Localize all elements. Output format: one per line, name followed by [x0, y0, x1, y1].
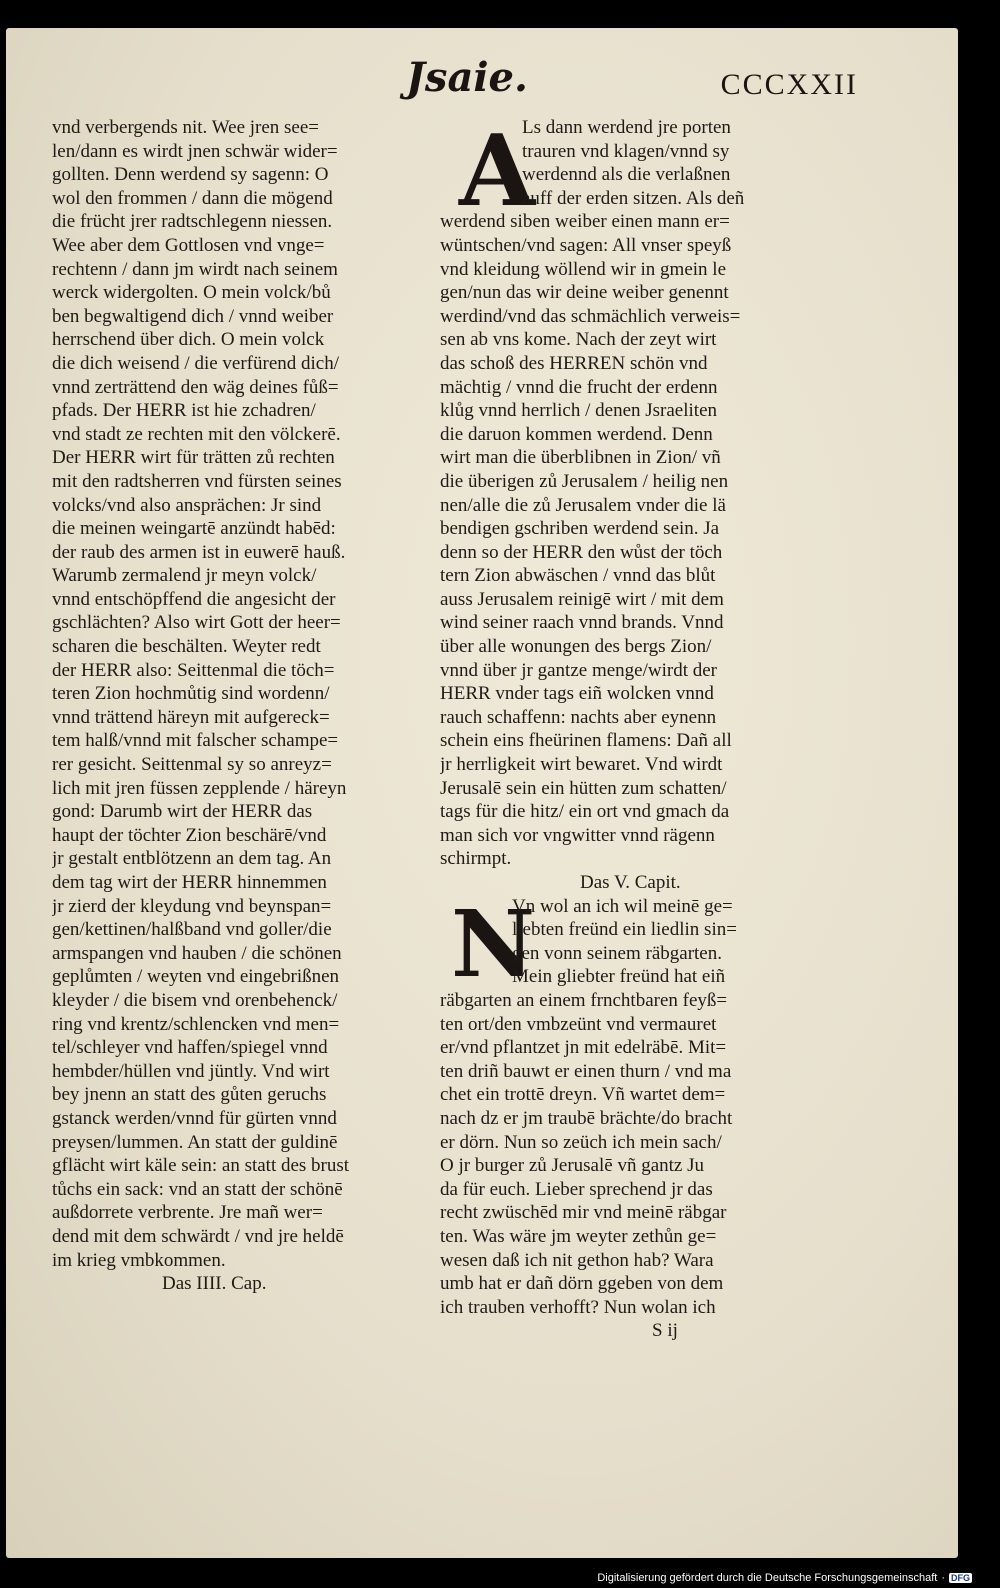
text-line: armspangen vnd hauben / die schönen: [52, 942, 342, 964]
text-line: rauch schaffenn: nachts aber eynenn: [440, 706, 717, 728]
text-line: räbgarten an einem frnchtbaren feyß=: [440, 989, 728, 1011]
right-lines-a: [440, 116, 810, 210]
text-line: wol den frommen / dann die mögend: [52, 187, 333, 209]
dropcap-a: A: [459, 114, 536, 229]
text-line: ben begwaltigend dich / vnnd weiber: [52, 305, 334, 327]
text-line: wirt man die überblibnen in Zion/ vñ: [440, 447, 721, 469]
right-text-column: [440, 116, 810, 1343]
text-line: lich mit jren füssen zepplende / häreyn: [52, 777, 347, 799]
text-line: denn so der HERR den wůst der töch: [440, 541, 723, 563]
text-line: tel/schleyer vnd haffen/spiegel vnnd: [52, 1037, 328, 1059]
text-line: dend mit dem schwärdt / vnd jre heldē: [52, 1225, 344, 1247]
text-line: ten. Was wäre jm weyter zethůn ge=: [440, 1225, 717, 1247]
chapter-heading-iiii: Das IIII. Cap.: [162, 1273, 267, 1295]
text-line: sen ab vns kome. Nach der zeyt wirt: [440, 329, 717, 351]
text-line: schein eins fheürinen flamens: Dañ all: [440, 730, 732, 752]
text-line: ten driñ bauwt er einen thurn / vnd ma: [440, 1060, 732, 1082]
text-line: vnd verbergends nit. Wee jren see=: [52, 117, 320, 138]
left-text-column: [52, 116, 442, 1296]
text-line: über alle wonungen des bergs Zion/: [440, 636, 712, 658]
text-line: rer gesicht. Seittenmal sy so anreyz=: [52, 754, 332, 776]
text-line: gstanck werden/vnnd für gürten vnnd: [52, 1107, 337, 1129]
text-line: vnd stadt ze rechten mit den völckerē.: [52, 423, 341, 445]
text-line: rechtenn / dann jm wirdt nach seinem: [52, 258, 338, 280]
text-line: Der HERR wirt für trätten zů rechten: [52, 447, 335, 469]
text-line: Warumb zermalend jr meyn volck/: [52, 565, 317, 587]
text-line: recht zwüschēd mir vnd meinē räbgar: [440, 1202, 727, 1224]
book-page: [6, 28, 958, 1558]
right-lines-b: [440, 210, 810, 871]
text-line: Jerusalē sein ein hütten zum schatten/: [440, 777, 727, 799]
text-line: tem halß/vnnd mit falscher schampe=: [52, 730, 339, 752]
text-line: die frücht jrer radtschlegenn niessen.: [52, 211, 333, 233]
text-line: jr zierd der kleydung vnd beynspan=: [52, 895, 332, 917]
running-title: Jsaie.: [406, 54, 528, 101]
text-line: gschlächten? Also wirt Gott der heer=: [52, 612, 341, 634]
text-line: scharen die beschälten. Weyter redt: [52, 636, 321, 658]
left-lines: [52, 116, 442, 1272]
text-line: gollten. Denn werdend sy sagenn: O: [52, 164, 329, 186]
text-line: jr herrligkeit wirt bewaret. Vnd wirdt: [440, 754, 723, 776]
text-line: die dich weisend / die verfürend dich/: [52, 352, 340, 374]
text-line: wind seiner raach vnnd brands. Vnnd: [440, 612, 724, 634]
text-line: man sich vor vngwitter vnnd rägenn: [440, 824, 715, 846]
text-line: hembder/hüllen vnd jüntly. Vnd wirt: [52, 1060, 330, 1082]
text-line: auss Jerusalem reinigē wirt / mit dem: [440, 588, 724, 610]
text-line: schirmpt.: [440, 848, 512, 870]
text-line: nach dz er jm traubē brächte/do bracht: [440, 1107, 733, 1129]
text-line: werck widergolten. O mein volck/bů: [52, 282, 331, 304]
text-line: gen/nun das wir deine weiber genennt: [440, 282, 729, 304]
text-line: ich trauben verhofft? Nun wolan ich: [440, 1296, 716, 1318]
text-line: HERR vnder tags eiñ wolcken vnnd: [440, 683, 714, 705]
right-lines-c: [440, 890, 810, 998]
text-line: tůchs ein sack: vnd an statt der schönē: [52, 1178, 343, 1200]
text-line: werdennd als die verlaßnen: [522, 164, 731, 186]
text-line: klůg vnnd herrlich / denen Jsraeliten: [440, 400, 718, 422]
text-line: die meinen weingartē anzündt habēd:: [52, 518, 336, 540]
text-line: vnnd über jr gantze menge/wirdt der: [440, 659, 717, 681]
text-line: tern Zion abwäschen / vnnd das blůt: [440, 565, 716, 587]
text-line: chet ein trottē dreyn. Vñ wartet dem=: [440, 1084, 726, 1106]
text-line: Vn wol an ich wil meinē ge=: [512, 895, 733, 917]
right-lines-d: [440, 989, 810, 1319]
text-line: gen/kettinen/halßband vnd goller/die: [52, 919, 332, 941]
digitization-footer: [597, 1572, 972, 1584]
text-line: nen/alle die zů Jerusalem vnder die lä: [440, 494, 726, 516]
text-line: die daruon kommen werdend. Denn: [440, 423, 713, 445]
text-line: volcks/vnd also ansprächen: Jr sind: [52, 494, 322, 516]
text-line: bey jnenn an statt des gůten geruchs: [52, 1084, 327, 1106]
text-line: gflächt wirt käle sein: an statt des brust: [52, 1155, 350, 1177]
text-line: er/vnd pflantzet jn mit edelräbē. Mit=: [440, 1037, 727, 1059]
text-line: preysen/lummen. An statt der guldinē: [52, 1131, 338, 1153]
text-line: geplůmten / weyten vnd eingebrißnen: [52, 966, 340, 988]
text-line: bendigen gschriben werdend sein. Ja: [440, 518, 720, 540]
footer-credit: Digitalisierung gefördert durch die Deutsche Forschungsgemeinschaft: [597, 1572, 938, 1584]
text-line: gond: Darumb wirt der HERR das: [52, 801, 313, 823]
text-line: Ls dann werdend jre porten: [522, 117, 731, 138]
text-line: vnnd entschöpffend die angesicht der: [52, 588, 336, 610]
text-line: mit den radtsherren vnd fürsten seines: [52, 470, 342, 492]
text-line: herrschend über dich. O mein volck: [52, 329, 325, 351]
signature-mark: S ij: [652, 1320, 678, 1342]
text-line: kleyder / die bisem vnd orenbehenck/: [52, 989, 338, 1011]
text-line: das schoß des HERREN schön vnd: [440, 352, 708, 374]
text-line: da für euch. Lieber sprechend jr das: [440, 1178, 713, 1200]
text-line: der raub des armen ist in euwerē hauß.: [52, 541, 346, 563]
dropcap-n: N: [451, 890, 536, 998]
folio-number: CCCXXII: [720, 68, 858, 101]
text-line: vnd kleidung wöllend wir in gmein le: [440, 258, 727, 280]
text-line: die überigen zů Jerusalem / heilig nen: [440, 470, 729, 492]
text-line: mächtig / vnnd die frucht der erdenn: [440, 376, 718, 398]
dfg-logo-icon: DFG: [951, 1573, 970, 1583]
text-line: Mein gliebter freünd hat eiñ: [512, 966, 726, 988]
chapter-heading-v: Das V. Capit.: [580, 872, 681, 893]
text-line: vnnd trättend häreyn mit aufgereck=: [52, 706, 330, 728]
text-line: ring vnd krentz/schlencken vnd men=: [52, 1013, 340, 1035]
text-line: werdind/vnd das schmächlich verweis=: [440, 305, 741, 327]
text-line: umb hat er dañ dörn ggeben von dem: [440, 1273, 724, 1295]
text-line: gen vonn seinem räbgarten.: [512, 942, 722, 964]
text-line: auff der erden sitzen. Als deñ: [522, 187, 745, 209]
text-line: len/dann es wirdt jnen schwär wider=: [52, 140, 338, 162]
text-line: Wee aber dem Gottlosen vnd vnge=: [52, 234, 325, 256]
text-line: außdorrete verbrente. Jre mañ wer=: [52, 1202, 323, 1224]
footer-separator: ·: [941, 1572, 945, 1584]
text-line: liebten freünd ein liedlin sin=: [512, 919, 737, 941]
text-line: vnnd zerträttend den wäg deines fůß=: [52, 376, 339, 398]
text-line: der HERR also: Seittenmal die töch=: [52, 659, 335, 681]
text-line: werdend siben weiber einen mann er=: [440, 211, 730, 233]
text-line: O jr burger zů Jerusalē vñ gantz Ju: [440, 1155, 704, 1177]
text-line: im krieg vmbkommen.: [52, 1249, 226, 1271]
text-line: tags für die hitz/ ein ort vnd gmach da: [440, 801, 730, 823]
text-line: haupt der töchter Zion beschärē/vnd: [52, 824, 327, 846]
text-line: pfads. Der HERR ist hie zchadren/: [52, 400, 316, 422]
text-line: dem tag wirt der HERR hinnemmen: [52, 872, 327, 893]
text-line: teren Zion hochmůtig sind wordenn/: [52, 683, 330, 705]
text-line: trauren vnd klagen/vnnd sy: [522, 140, 730, 162]
text-line: ten ort/den vmbzeünt vnd vermauret: [440, 1013, 717, 1035]
text-line: er dörn. Nun so zeüch ich mein sach/: [440, 1131, 722, 1153]
text-line: wüntschen/vnd sagen: All vnser speyß: [440, 234, 732, 256]
text-line: jr gestalt entblötzenn an dem tag. An: [52, 848, 332, 870]
text-line: wesen daß ich nit gethon hab? Wara: [440, 1249, 714, 1271]
